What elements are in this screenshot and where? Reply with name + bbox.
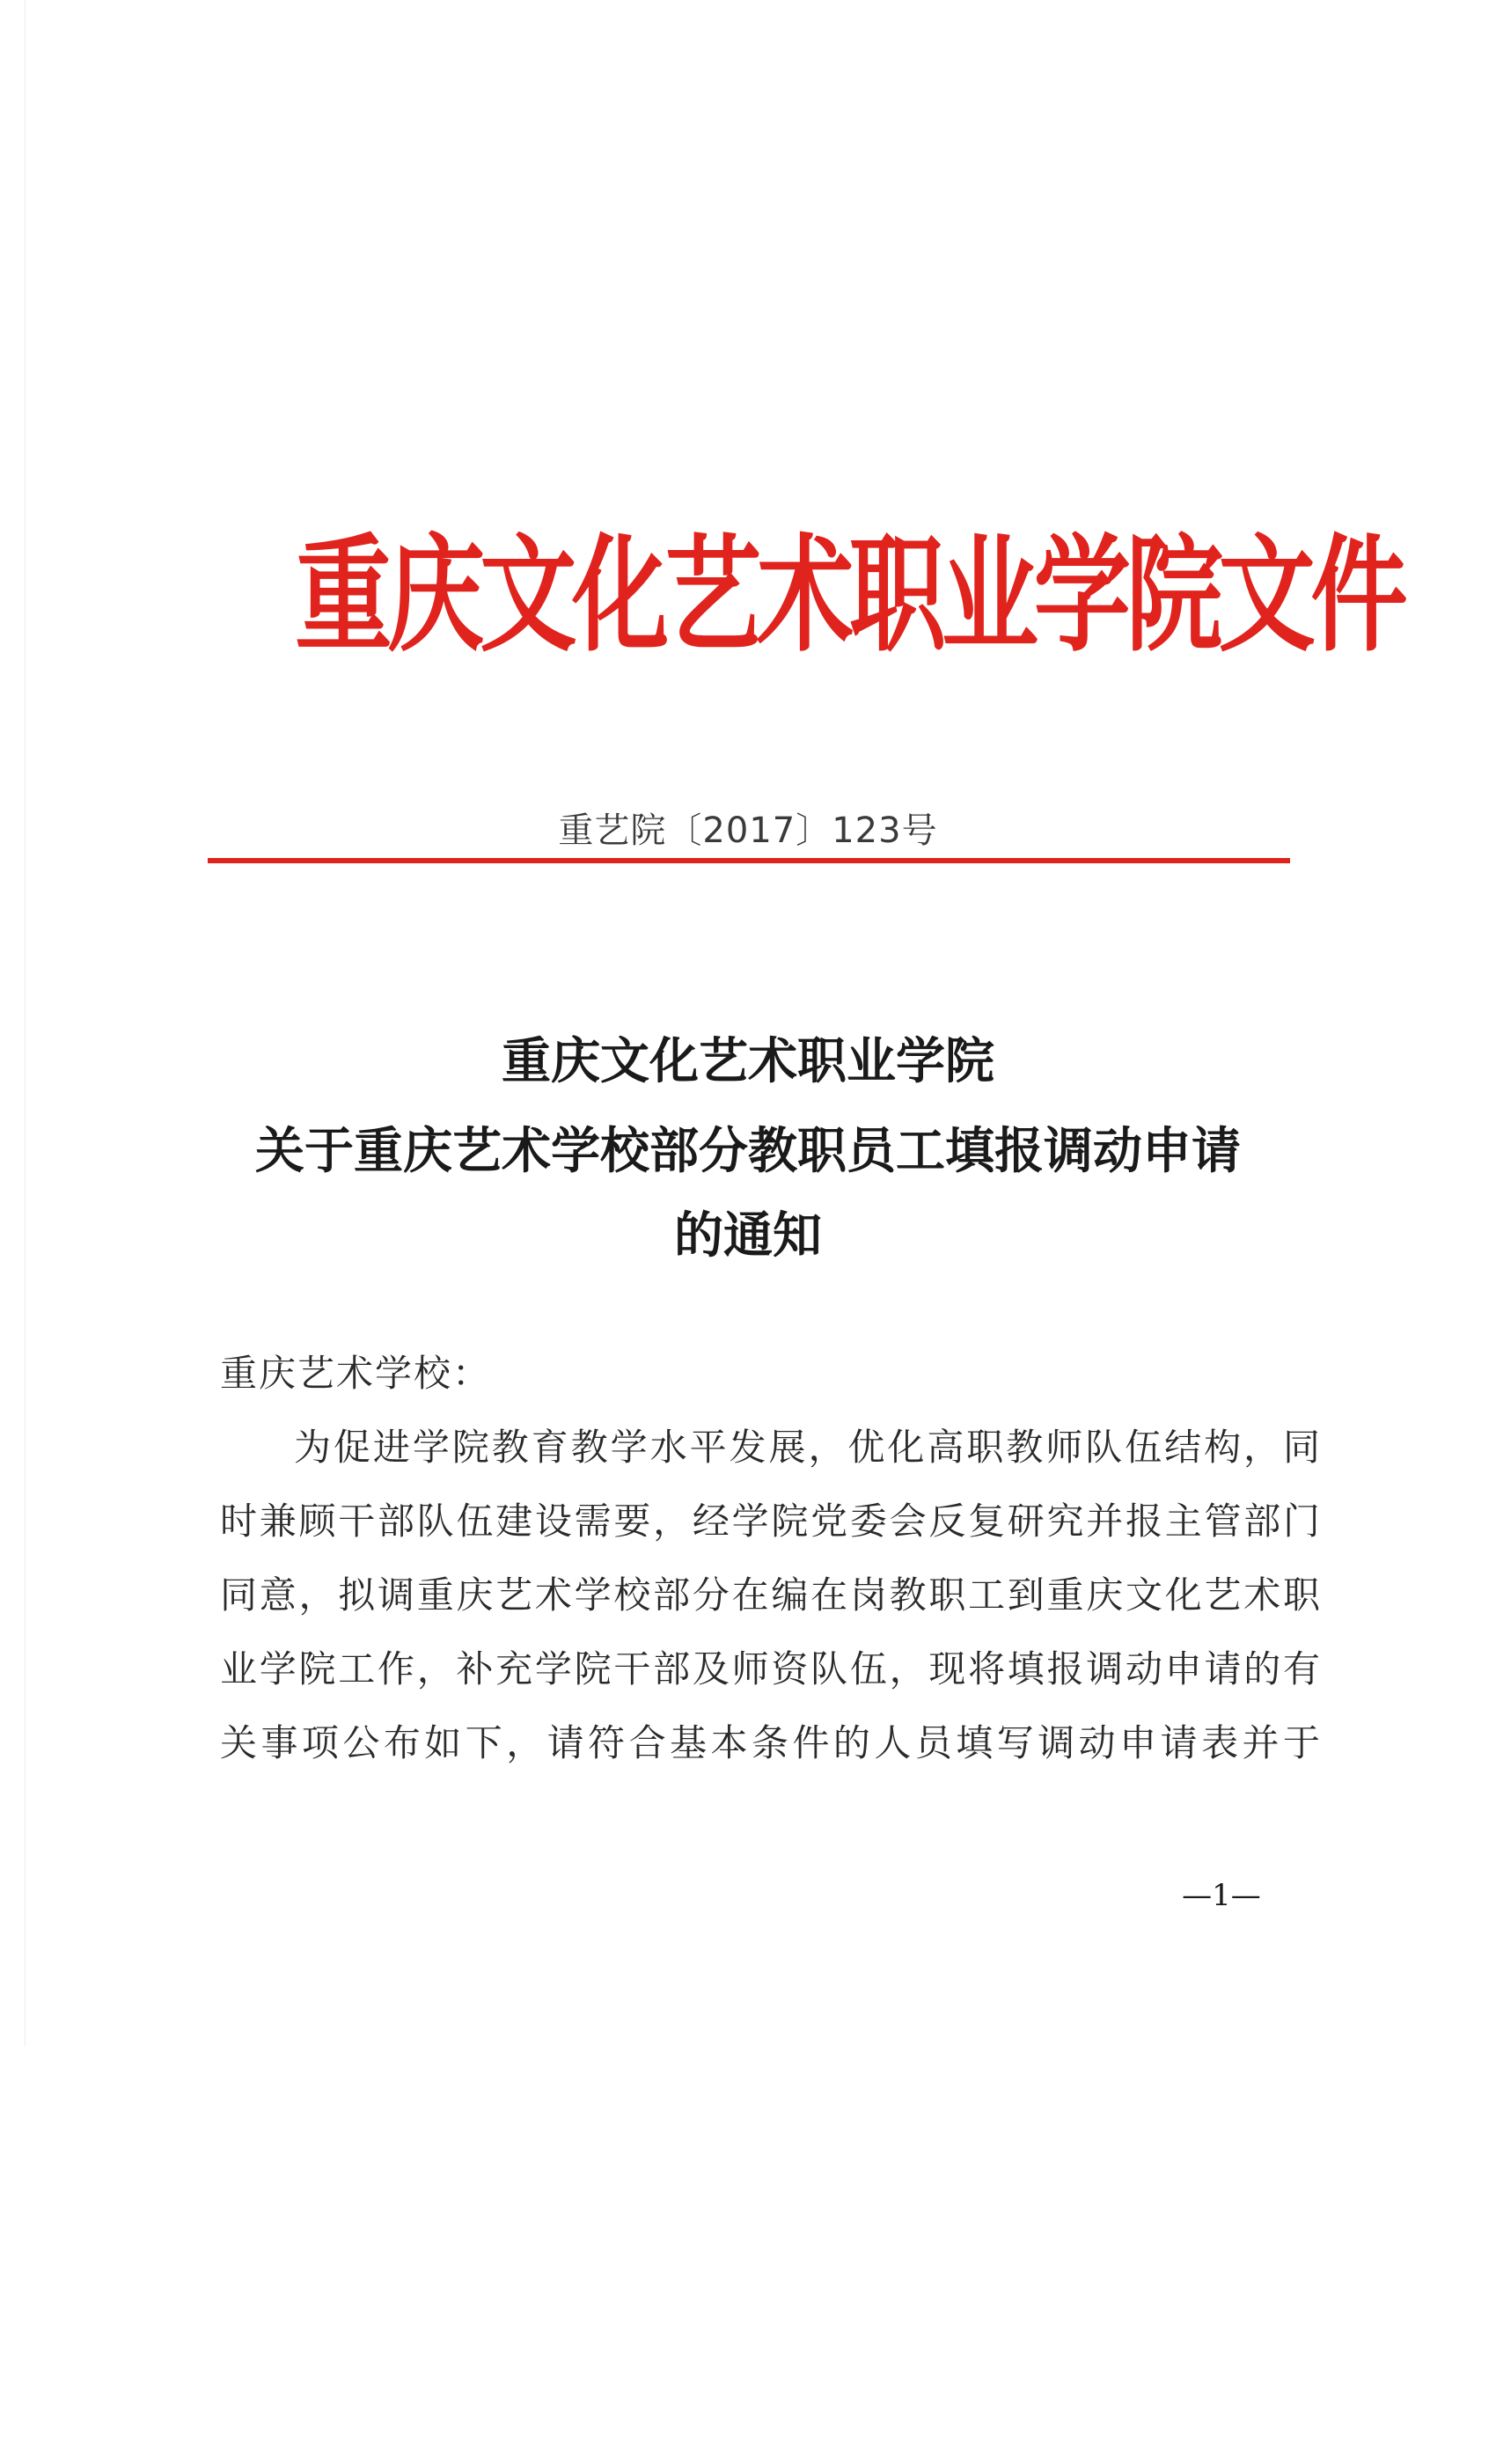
page-bottom-margin	[0, 2046, 1496, 2464]
document-number: 重艺院〔2017〕123号	[558, 810, 938, 851]
notice-title-line-3: 的通知	[674, 1206, 822, 1265]
page-number: —1—	[1182, 1878, 1261, 1913]
salutation: 重庆艺术学校：	[220, 1352, 492, 1395]
header-red-rule	[208, 858, 1290, 863]
body-line: 时兼顾干部队伍建设需要，经学院党委会反复研究并报主管部门	[220, 1500, 1320, 1543]
body-line: 为促进学院教育教学水平发展，优化高职教师队伍结构，同	[294, 1426, 1320, 1469]
notice-title-line-2: 关于重庆艺术学校部分教职员工填报调动申请	[255, 1122, 1241, 1180]
notice-title-line-1: 重庆文化艺术职业学院	[502, 1032, 994, 1090]
body-line: 关事项公布如下，请符合基本条件的人员填写调动申请表并于	[220, 1721, 1320, 1764]
document-header-title: 重庆文化艺术职业学院文件	[295, 523, 1404, 670]
body-line: 业学院工作，补充学院干部及师资队伍，现将填报调动申请的有	[220, 1647, 1320, 1690]
body-line: 同意，拟调重庆艺术学校部分在编在岗教职工到重庆文化艺术职	[220, 1573, 1320, 1617]
